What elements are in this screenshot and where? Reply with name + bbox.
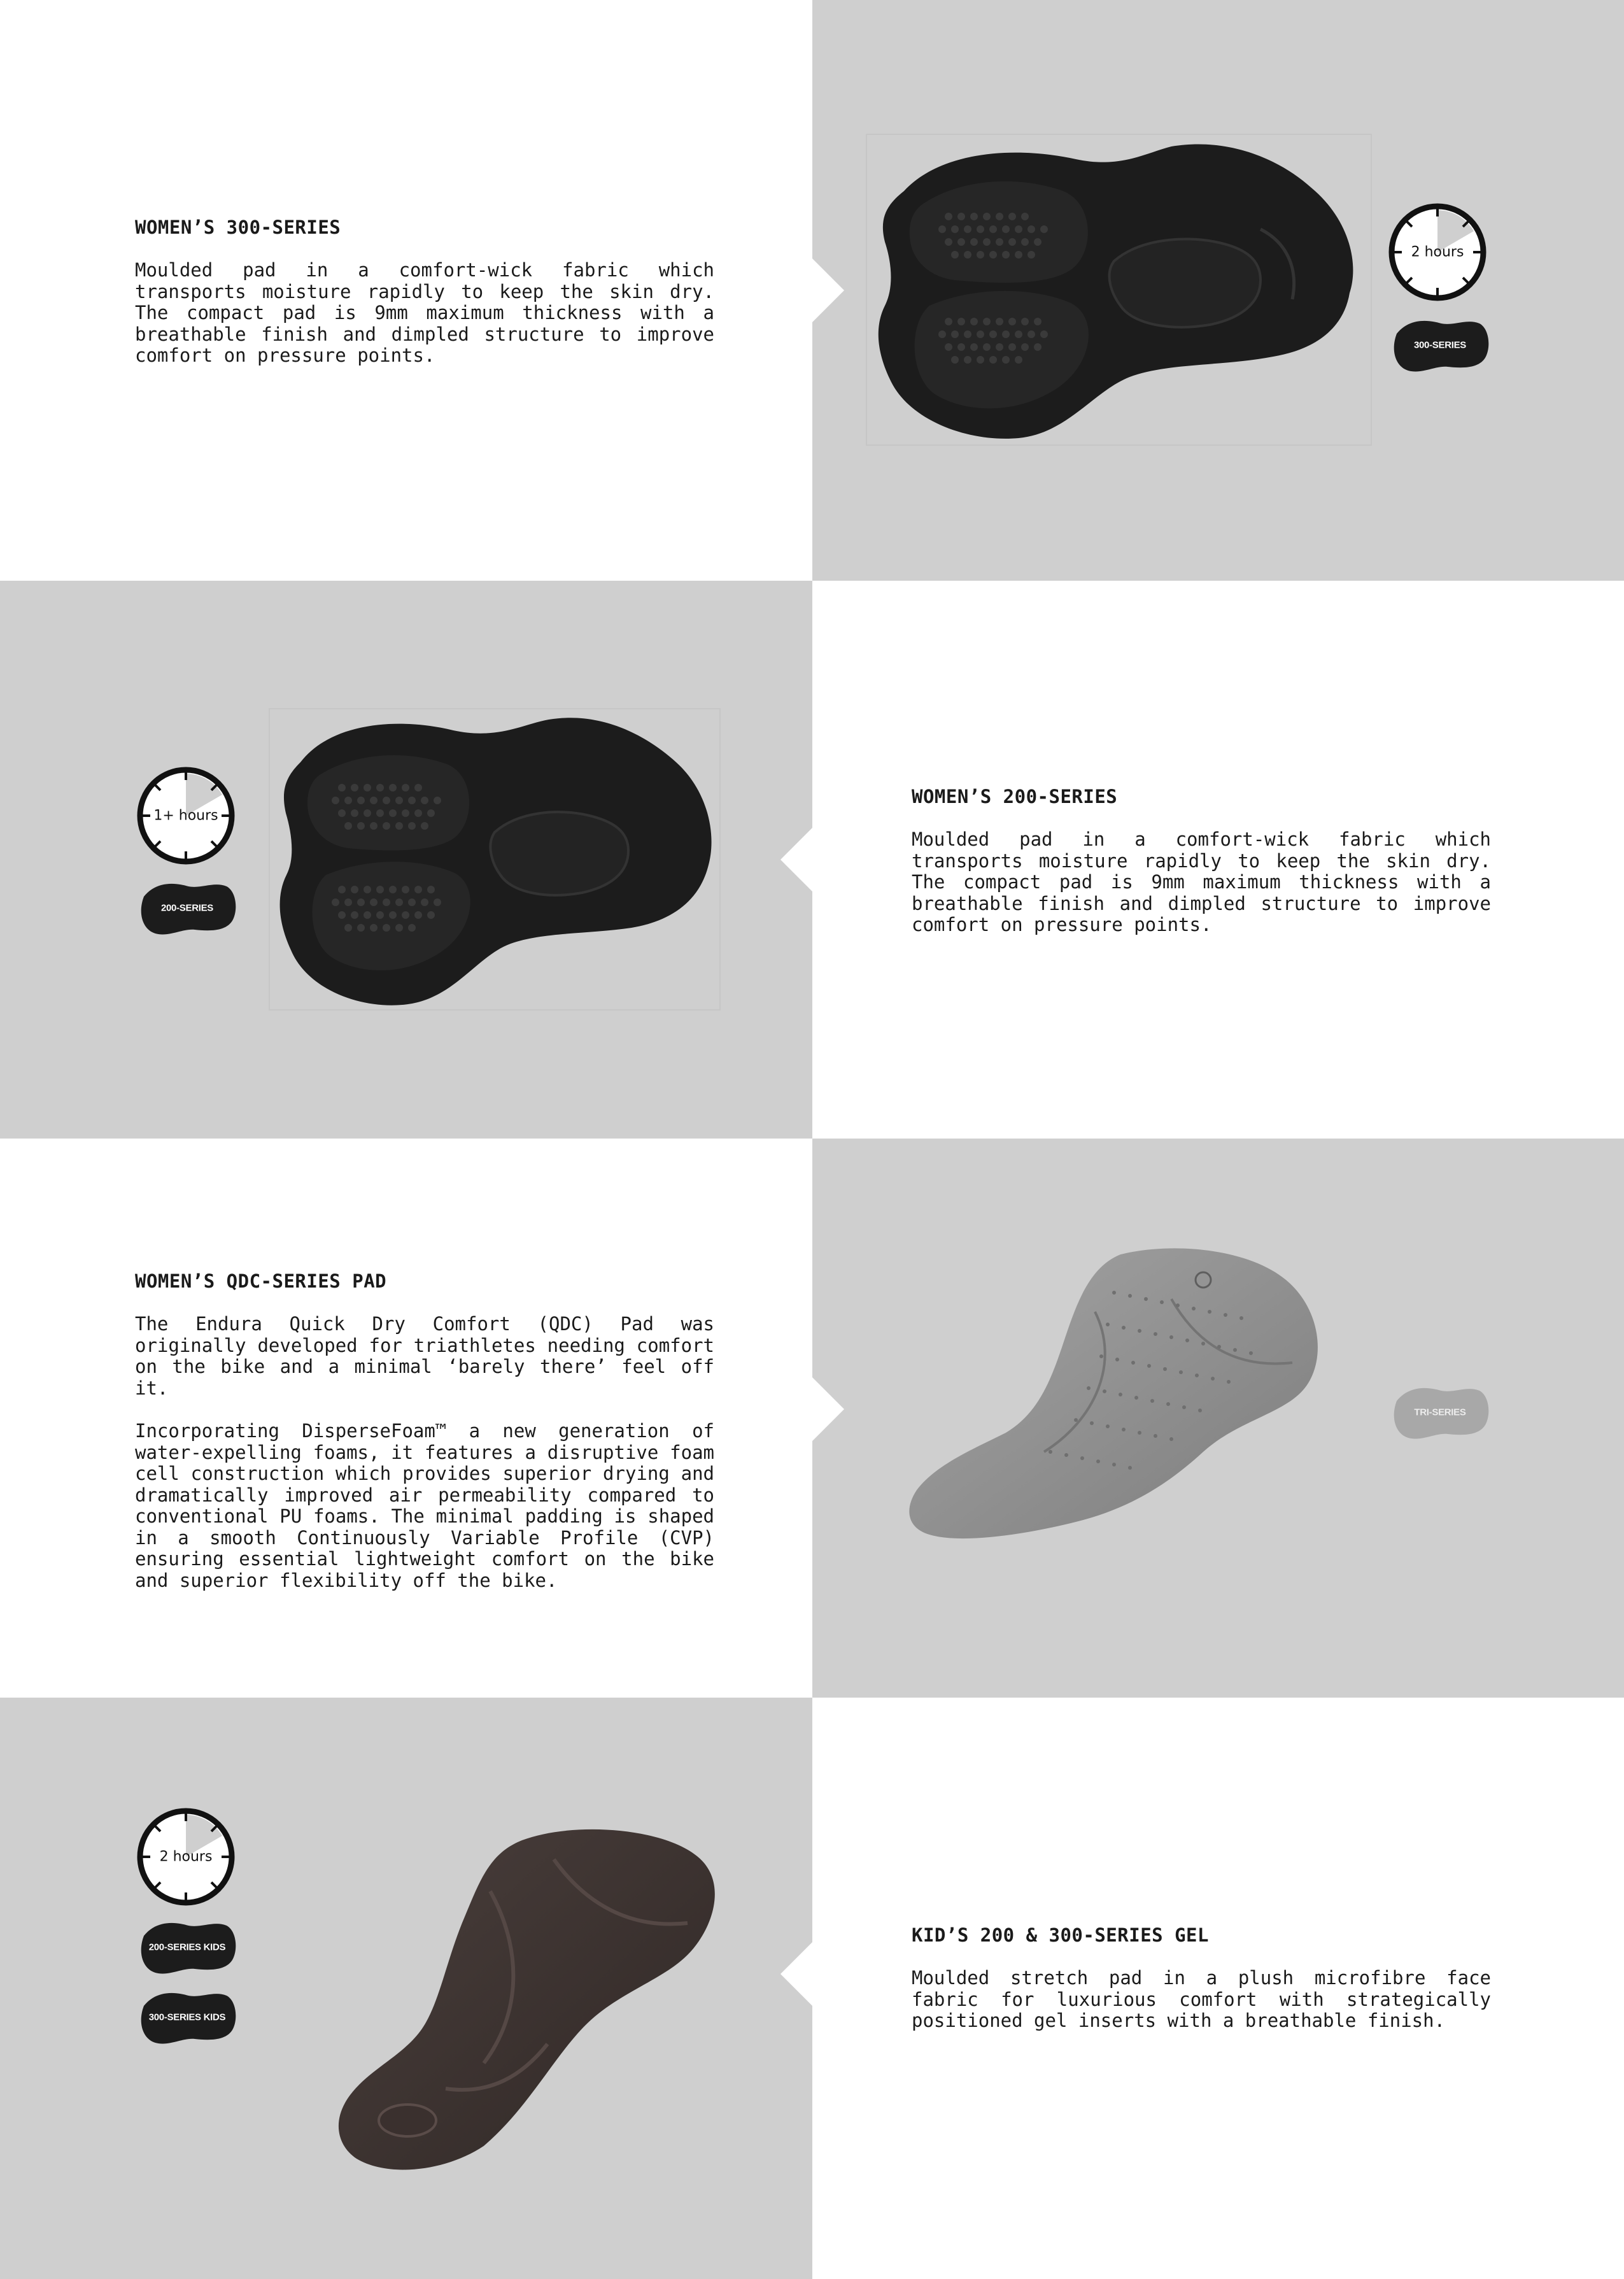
series-badge [1390, 1382, 1490, 1443]
section-4-text [912, 1924, 1491, 2054]
series-label: TRI-SERIES [1414, 1407, 1466, 1418]
series-badge [1390, 315, 1490, 376]
series-label: 300-SERIES [1413, 339, 1467, 351]
section-description: Incorporating DisperseFoam™ a new generation of water-expelling foams, it features a disruptive foam cell construction which provides superior drying and dramatically improved air permeability compared to conventional PU foams. The minimal padding is shaped in a smooth Continuously Variable Profile (CVP) ensuring essential lightweight comfort on the bike and superior flexibility off the bike. [135, 1420, 714, 1591]
section-heading: WOMEN’S 200-SERIES [912, 786, 1118, 807]
series-badge [138, 877, 237, 939]
section-4-pointer [780, 1942, 812, 2006]
section-1-pointer [812, 259, 844, 322]
section-1-text [135, 217, 714, 388]
duration-badge [136, 766, 236, 865]
duration-badge [1388, 202, 1487, 302]
section-heading: WOMEN’S 300-SERIES [135, 217, 341, 238]
section-heading: KID’S 200 & 300-SERIES GEL [912, 1924, 1209, 1946]
section-description: Moulded stretch pad in a plush microfibre face fabric for luxurious comfort with strategically positioned gel inserts with a breathable finish. [912, 1967, 1491, 2031]
section-3-pointer [812, 1377, 844, 1441]
series-badge [138, 1987, 237, 2048]
section-description: The Endura Quick Dry Comfort (QDC) Pad was originally developed for triathletes needing comfort on the bike and a minimal ‘barely there’ feel off it. [135, 1313, 714, 1399]
duration-label: 2 hours [159, 1849, 213, 1865]
qdc-series-pad-image [904, 1242, 1331, 1554]
section-2-text [912, 786, 1491, 958]
section-3-text [135, 1270, 714, 1613]
women-200-series-pad-image [269, 708, 721, 1011]
duration-badge [136, 1807, 236, 1906]
duration-label: 2 hours [1411, 244, 1464, 260]
kids-gel-pad-image [331, 1821, 719, 2178]
duration-label: 1+ hours [153, 807, 218, 824]
section-description: Moulded pad in a comfort-wick fabric which transports moisture rapidly to keep the skin dry. The compact pad is 9mm maximum thickness with a breathable finish and dimpled structure to improve comfort on pressure points. [135, 259, 714, 366]
section-2-pointer [780, 828, 812, 891]
section-heading: WOMEN’S QDC-SERIES PAD [135, 1270, 387, 1292]
section-description: Moulded pad in a comfort-wick fabric which transports moisture rapidly to keep the skin dry. The compact pad is 9mm maximum thickness with a breathable finish and dimpled structure to improve comfort on pressure points. [912, 828, 1491, 935]
series-badge [138, 1917, 237, 1978]
series-label: 200-SERIES KIDS [148, 1942, 226, 1953]
series-label: 300-SERIES KIDS [148, 2012, 226, 2023]
series-label: 200-SERIES [160, 902, 214, 914]
women-300-series-pad-image [866, 134, 1372, 446]
